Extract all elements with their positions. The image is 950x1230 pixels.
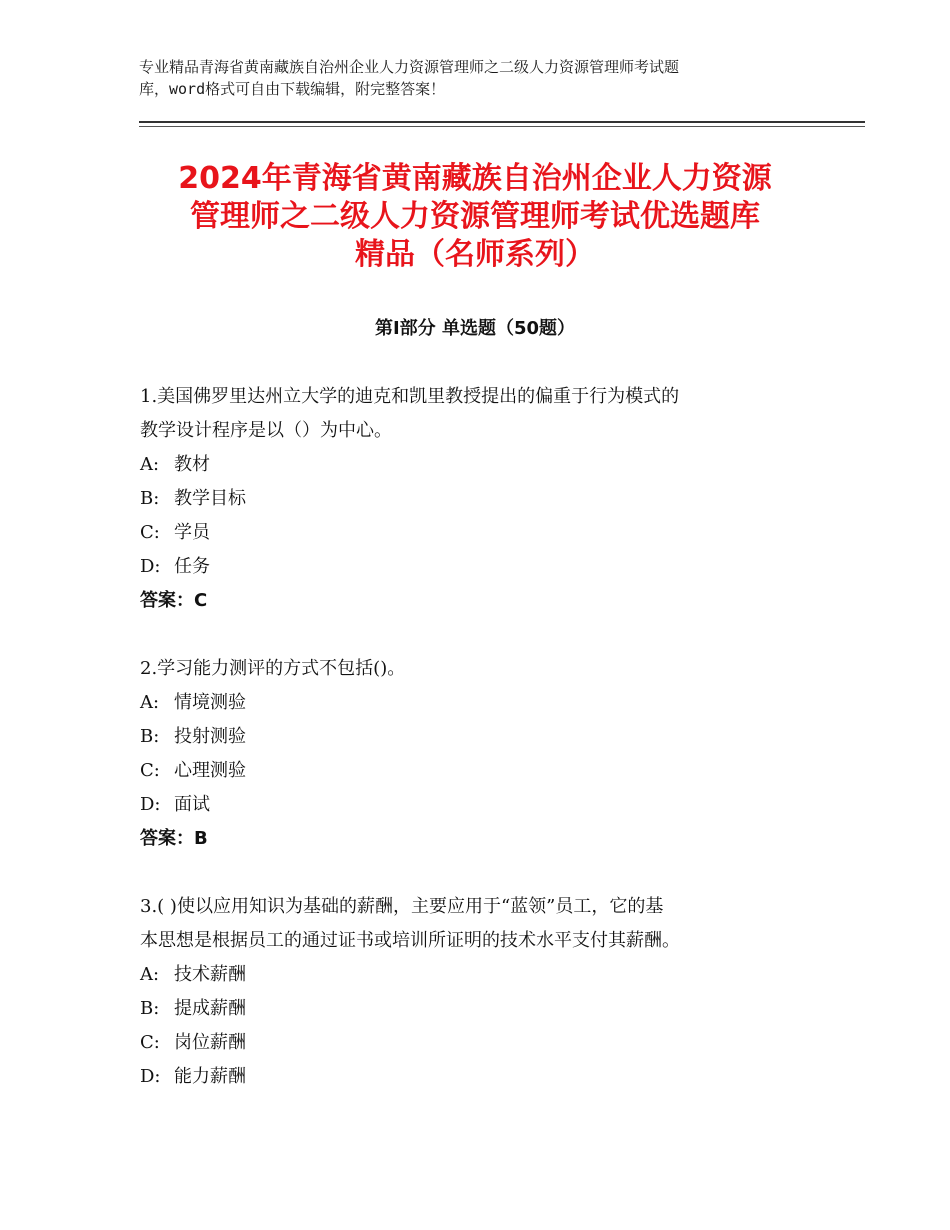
question-2: [140, 652, 820, 856]
option-d: [140, 550, 820, 584]
document-title-line-3: 精品（名师系列）: [355, 237, 595, 272]
option-letter: C:: [140, 1032, 160, 1053]
option-a: [140, 448, 820, 482]
option-text: 投射测验: [174, 726, 246, 747]
option-text: 能力薪酬: [174, 1066, 246, 1087]
option-letter: B:: [140, 998, 160, 1019]
option-letter: C:: [140, 522, 160, 543]
option-text: 教学目标: [174, 488, 246, 509]
question-1: [140, 380, 820, 618]
option-letter: A:: [140, 692, 160, 713]
option-b: [140, 482, 820, 516]
option-letter: B:: [140, 726, 160, 747]
document-title-line-2: 管理师之二级人力资源管理师考试优选题库: [190, 199, 760, 234]
header-note-line-2: 库，word格式可自由下载编辑，附完整答案！: [139, 80, 446, 98]
option-letter: D:: [140, 556, 161, 577]
option-text: 面试: [174, 794, 210, 815]
question-stem-line-2: 本思想是根据员工的通过证书或培训所证明的技术水平支付其薪酬。: [140, 930, 680, 951]
question-stem: [140, 890, 820, 958]
option-d: [140, 788, 820, 822]
option-letter: C:: [140, 760, 160, 781]
option-letter: B:: [140, 488, 160, 509]
question-stem-line-2: 教学设计程序是以（）为中心。: [140, 420, 392, 441]
header-divider-thin: [139, 126, 865, 127]
option-text: 学员: [174, 522, 210, 543]
option-text: 心理测验: [174, 760, 246, 781]
option-text: 教材: [174, 454, 210, 475]
option-letter: A:: [140, 964, 160, 985]
option-text: 提成薪酬: [174, 998, 246, 1019]
option-a: [140, 686, 820, 720]
option-b: [140, 992, 820, 1026]
answer-label: 答案：B: [140, 828, 208, 849]
question-stem: [140, 652, 820, 686]
option-letter: A:: [140, 454, 160, 475]
question-stem-line-1: 3.( )使以应用知识为基础的薪酬，主要应用于“蓝领”员工，它的基: [140, 896, 664, 917]
header-note-line-1: 专业精品青海省黄南藏族自治州企业人力资源管理师之二级人力资源管理师考试题: [139, 58, 680, 76]
option-a: [140, 958, 820, 992]
option-c: [140, 1026, 820, 1060]
option-text: 任务: [174, 556, 210, 577]
question-stem-line-1: 1.美国佛罗里达州立大学的迪克和凯里教授提出的偏重于行为模式的: [140, 386, 680, 407]
question-stem-line-1: 2.学习能力测评的方式不包括()。: [140, 658, 406, 679]
option-letter: D:: [140, 794, 161, 815]
document-title: [120, 160, 830, 274]
option-c: [140, 754, 820, 788]
header-divider-thick: [139, 121, 865, 123]
option-text: 岗位薪酬: [174, 1032, 246, 1053]
answer-label: 答案：C: [140, 590, 208, 611]
section-heading: 第Ⅰ部分 单选题（50题）: [374, 318, 575, 339]
question-list: [140, 380, 820, 1128]
option-text: 技术薪酬: [174, 964, 246, 985]
document-title-line-1: 2024年青海省黄南藏族自治州企业人力资源: [178, 161, 772, 196]
option-text: 情境测验: [174, 692, 246, 713]
option-letter: D:: [140, 1066, 161, 1087]
option-c: [140, 516, 820, 550]
question-3: [140, 890, 820, 1094]
option-b: [140, 720, 820, 754]
question-stem: [140, 380, 820, 448]
header-note: [139, 56, 829, 100]
option-d: [140, 1060, 820, 1094]
